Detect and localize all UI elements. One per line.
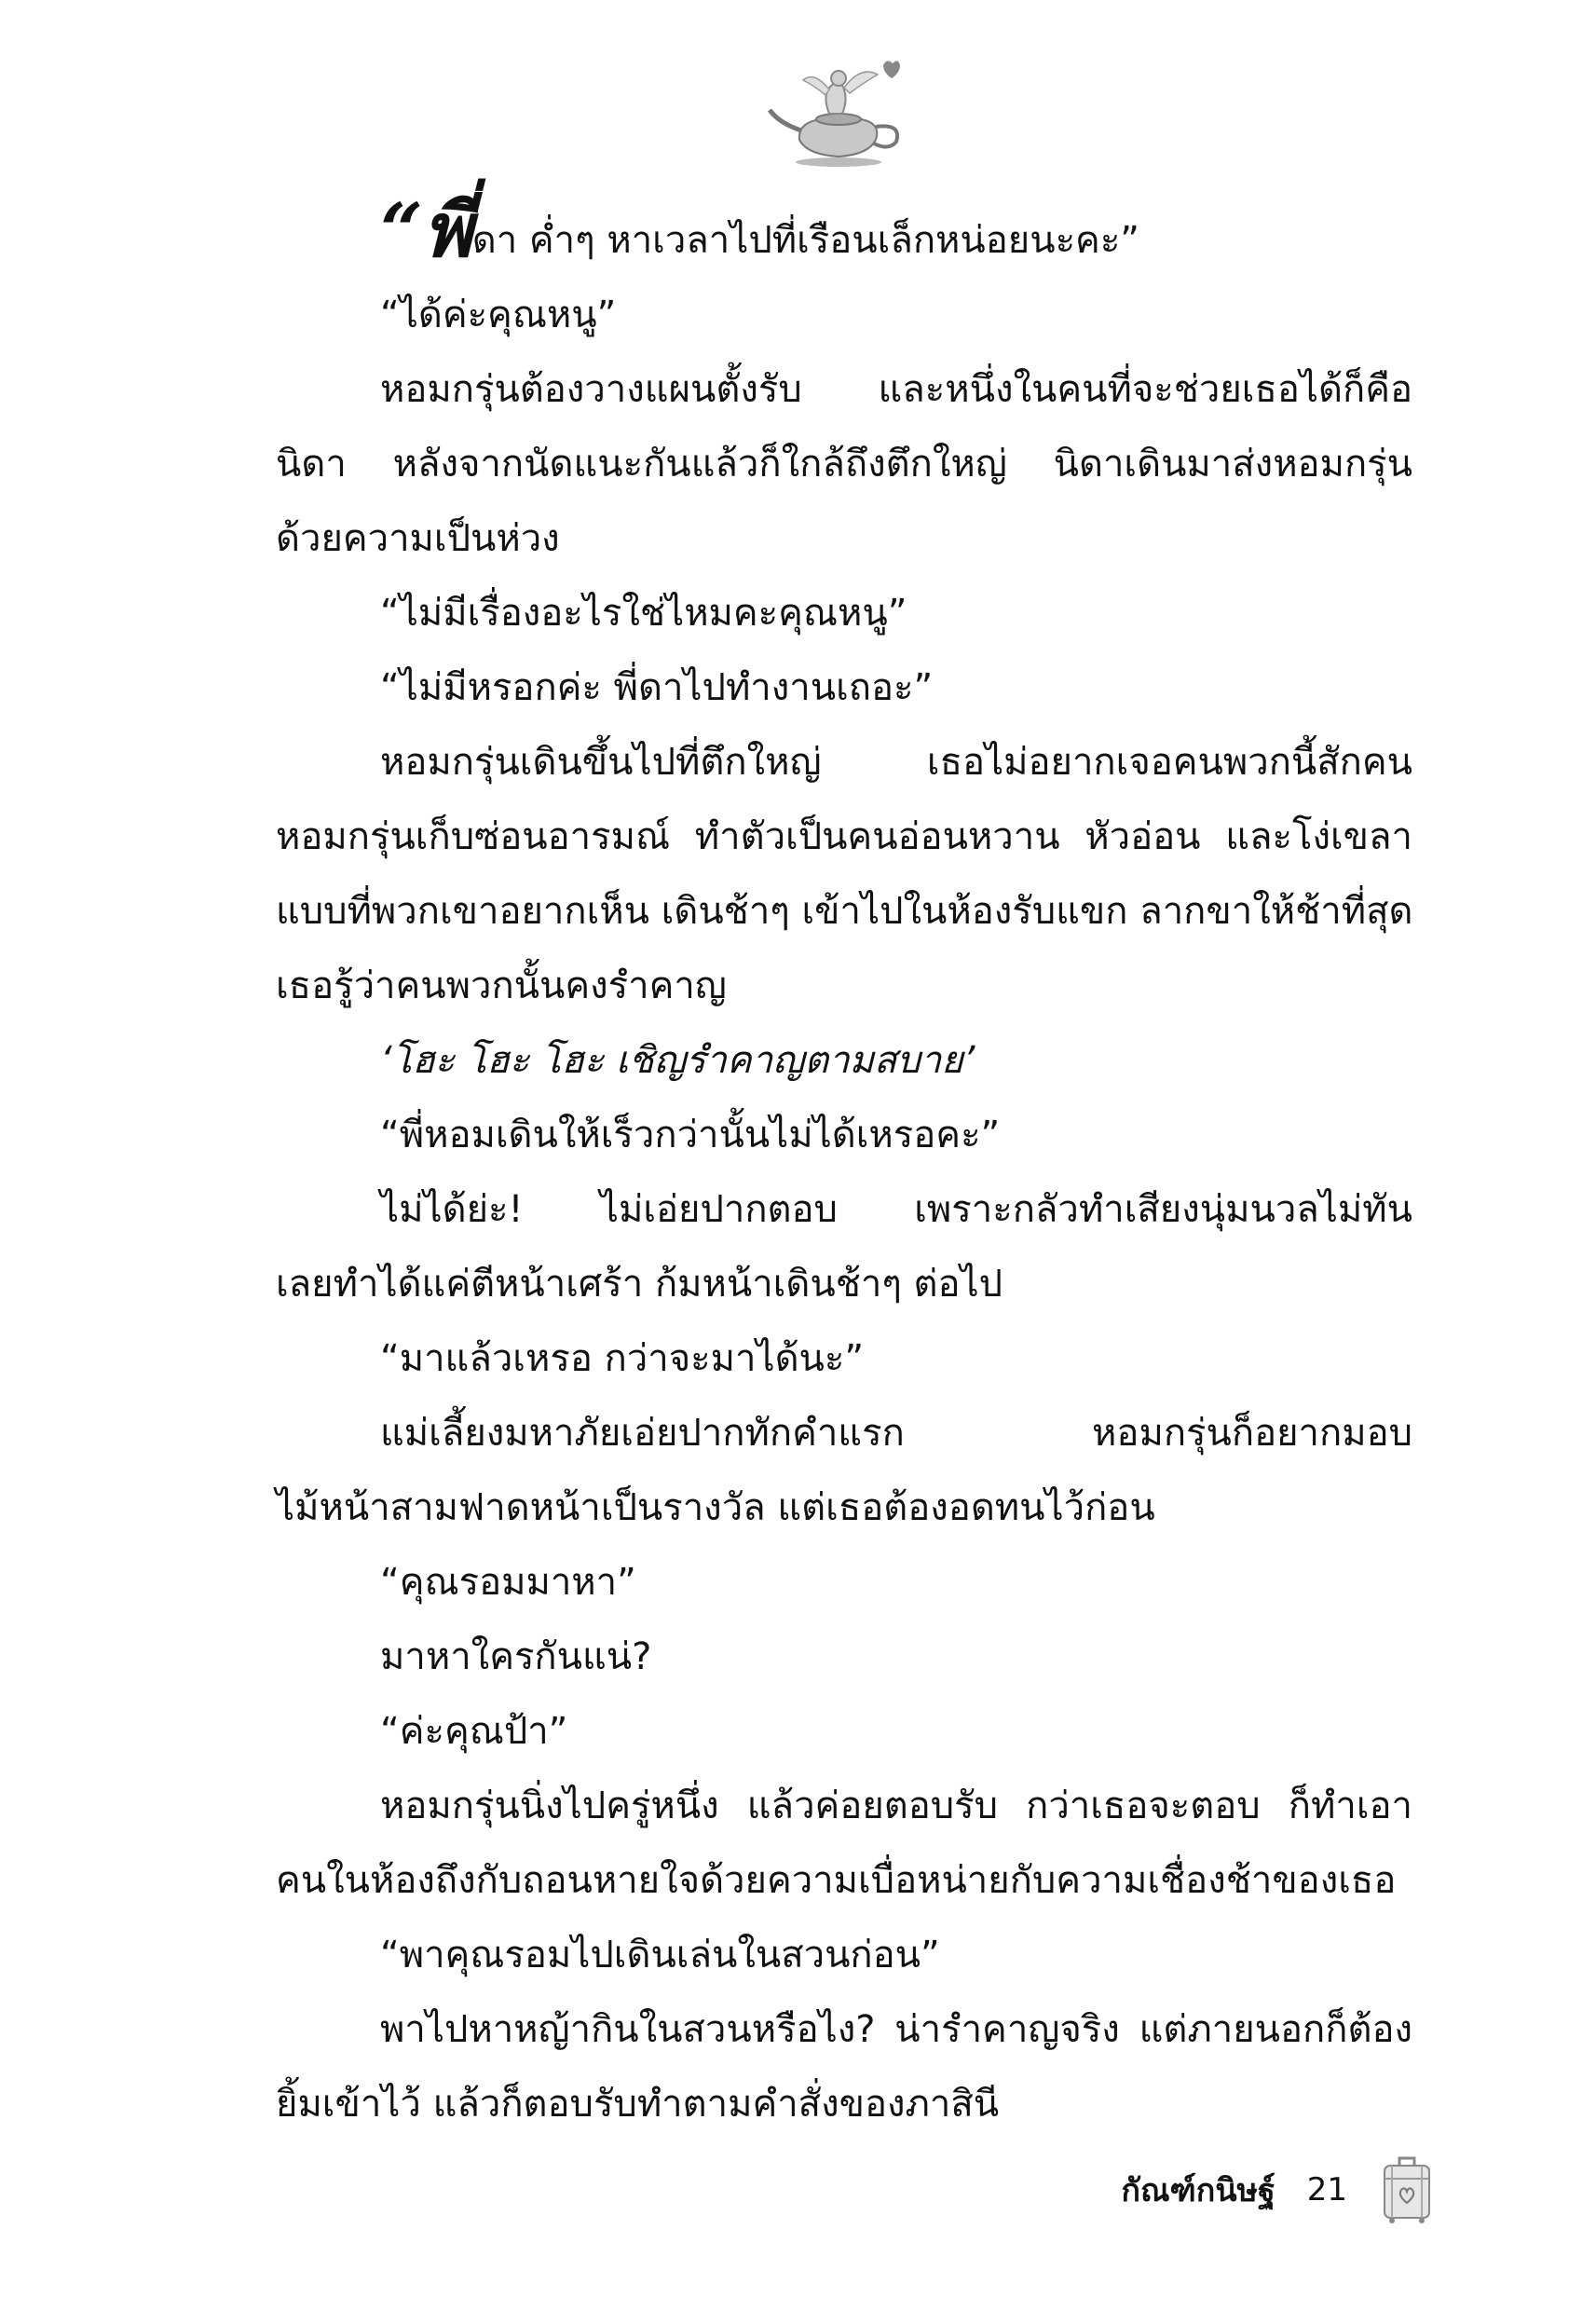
paragraph: หอมกรุ่นนิ่งไปครู่หนึ่ง แล้วค่อยตอบรับ กว่าเธอจะตอบ ก็ทำเอา xyxy=(380,1785,1412,1827)
paragraph: หอมกรุ่นเก็บซ่อนอารมณ์ ทำตัวเป็นคนอ่อนหวาน หัวอ่อน และโง่เขลา xyxy=(276,815,1412,858)
paragraph: “พาคุณรอมไปเดินเล่นในสวนก่อน” xyxy=(380,1934,940,1976)
paragraph: “ค่ะคุณป้า” xyxy=(380,1710,568,1753)
paragraph: “คุณรอมมาหา” xyxy=(380,1561,636,1604)
paragraph: “มาแล้วเหรอ กว่าจะมาได้นะ” xyxy=(380,1337,865,1380)
paragraph: แบบที่พวกเขาอยากเห็น เดินช้าๆ เข้าไปในห้องรับแขก ลากขาให้ช้าที่สุด xyxy=(276,890,1413,933)
paragraph: “พี่หอมเดินให้เร็วกว่านั้นไม่ได้เหรอคะ” xyxy=(380,1114,1001,1156)
paragraph: มาหาใครกันแน่? xyxy=(380,1635,652,1678)
paragraph: เธอรู้ว่าคนพวกนั้นคงรำคาญ xyxy=(276,964,727,1007)
paragraph: แม่เลี้ยงมหาภัยเอ่ยปากทักคำแรก หอมกรุ่นก็อยากมอบ xyxy=(380,1412,1412,1455)
dropcap: “พี่ xyxy=(380,186,472,274)
paragraph: นิดา หลังจากนัดแนะกันแล้วก็ใกล้ถึงตึกใหญ่ นิดาเดินมาส่งหอมกรุ่น xyxy=(276,443,1412,485)
paragraph: เลยทำได้แค่ตีหน้าเศร้า ก้มหน้าเดินช้าๆ ต่อไป xyxy=(276,1263,1003,1306)
paragraph-1 xyxy=(276,186,1412,278)
teapot-fairy-icon xyxy=(764,58,913,170)
paragraph: ยิ้มเข้าไว้ แล้วก็ตอบรับทำตามคำสั่งของภาสินี xyxy=(276,2083,1000,2126)
suitcase-heart-icon xyxy=(1379,2156,1435,2223)
paragraph: หอมกรุ่นเดินขึ้นไปที่ตึกใหญ่ เธอไม่อยากเจอคนพวกนี้สักคน xyxy=(380,741,1412,784)
paragraph: ไม่ได้ย่ะ! ไม่เอ่ยปากตอบ เพราะกลัวทำเสียงนุ่มนวลไม่ทัน xyxy=(380,1188,1412,1231)
paragraph-thought: ‘โฮะ โฮะ โฮะ เชิญรำคาญตามสบาย’ xyxy=(380,1039,975,1082)
page-footer xyxy=(1044,2162,1435,2218)
paragraph-text: ดา ค่ำๆ หาเวลาไปที่เรือนเล็กหน่อยนะคะ” xyxy=(471,219,1140,262)
paragraph: “ไม่มีเรื่องอะไรใช่ไหมคะคุณหนู” xyxy=(380,592,907,635)
paragraph: “ไม่มีหรอกค่ะ พี่ดาไปทำงานเถอะ” xyxy=(380,666,934,709)
paragraph: ด้วยความเป็นห่วง xyxy=(276,517,560,560)
paragraph: หอมกรุ่นต้องวางแผนตั้งรับ และหนึ่งในคนที่จะช่วยเธอได้ก็คือ xyxy=(380,368,1412,411)
paragraph: คนในห้องถึงกับถอนหายใจด้วยความเบื่อหน่ายกับความเชื่องช้าของเธอ xyxy=(276,1859,1397,1902)
paragraph: พาไปหาหญ้ากินในสวนหรือไง? น่ารำคาญจริง แต่ภายนอกก็ต้อง xyxy=(380,2008,1412,2051)
story-text xyxy=(276,186,1413,2141)
page-number: 21 xyxy=(1306,2171,1347,2208)
book-title: กัณฑ์กนิษฐ์ xyxy=(1121,2172,1275,2209)
paragraph: ไม้หน้าสามฟาดหน้าเป็นรางวัล แต่เธอต้องอดทนไว้ก่อน xyxy=(276,1486,1155,1529)
paragraph: “ได้ค่ะคุณหนู” xyxy=(380,294,617,336)
